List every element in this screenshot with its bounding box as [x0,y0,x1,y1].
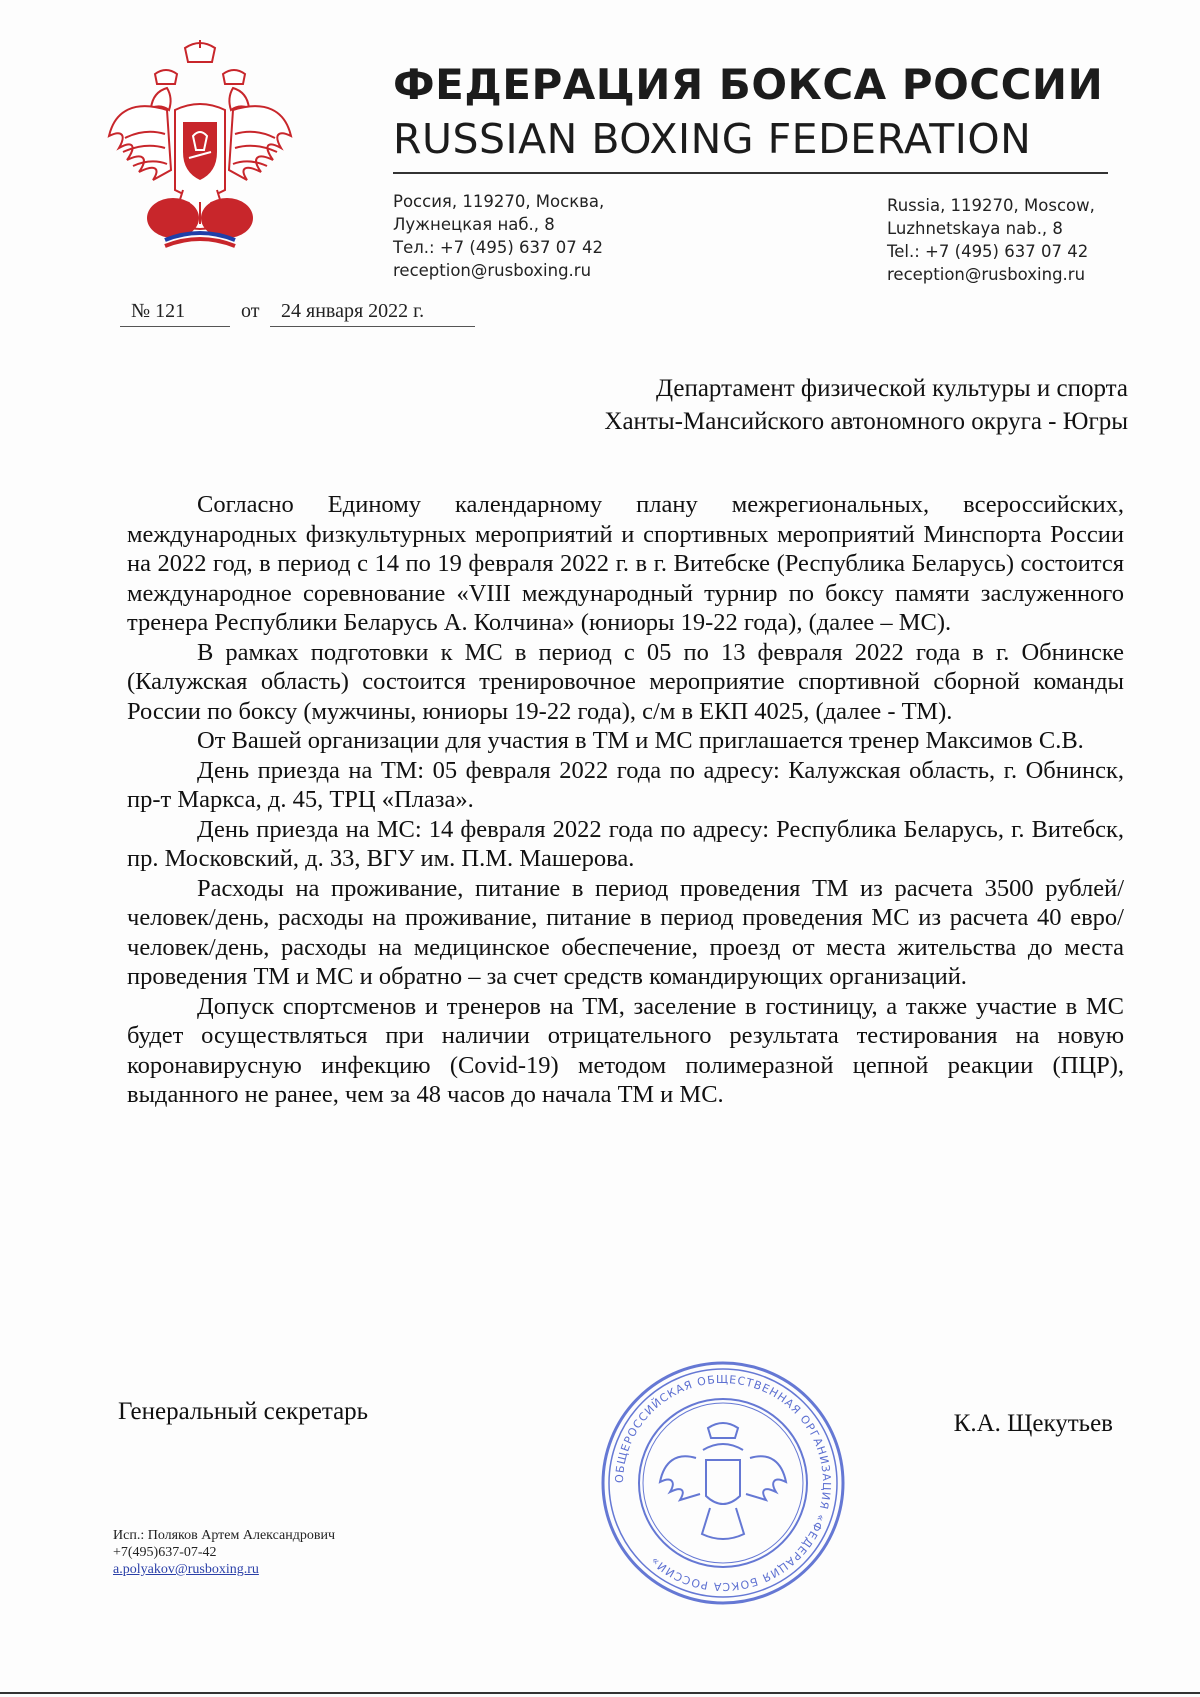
executor-email-link[interactable]: a.polyakov@rusboxing.ru [113,1562,259,1577]
document-date-underline [270,326,475,327]
date-prefix: от [241,300,260,322]
letterhead-title-ru: ФЕДЕРАЦИЯ БОКСА РОССИИ [393,60,1104,109]
recipient-block [604,372,1128,438]
body-paragraph: Расходы на проживание, питание в период проведения ТМ из расчета 3500 рублей/человек/день, расходы на проживание, питание в период проведения МС из расчета 40 евро/человек/день, расходы на медицинское обеспечение, проезд от места жительства до места проведения ТМ и МС и обратно – за счет средств командирующих организаций. [127,874,1124,990]
body-paragraph: День приезда на МС: 14 февраля 2022 года по адресу: Республика Беларусь, г. Витебск, пр. Московский, д. 33, ВГУ им. П.М. Машерова. [127,815,1124,872]
address-en-email: reception@rusboxing.ru [887,265,1086,284]
signatory-title: Генеральный секретарь [118,1398,369,1425]
document-number: № 121 [131,300,186,322]
recipient-line: Ханты-Мансийского автономного округа - Югры [604,408,1128,435]
recipient-line: Департамент физической культуры и спорта [656,375,1128,402]
address-block-ru [393,190,604,282]
address-en-line: Luzhnetskaya nab., 8 [887,219,1063,238]
executor-block [113,1527,335,1578]
letterhead-divider [393,172,1108,174]
executor-phone: +7(495)637-07-42 [113,1545,217,1560]
letterhead-title-en: RUSSIAN BOXING FEDERATION [393,115,1032,163]
address-ru-phone: Тел.: +7 (495) 637 07 42 [393,238,603,257]
letter-body [127,490,1124,1110]
page-bottom-edge [0,1692,1200,1694]
federation-emblem-icon [105,40,295,252]
address-block-en [887,194,1095,286]
body-paragraph: Допуск спортсменов и тренеров на ТМ, заселение в гостиницу, а также участие в МС будет осуществляться при наличии отрицательного результата тестирования на новую коронавирусную инфекцию (Covid-19) методом полимеразной цепной реакции (ПЦР), выданного не ранее, чем за 48 часов до начала ТМ и МС. [127,992,1124,1108]
address-ru-email: reception@rusboxing.ru [393,261,592,280]
body-paragraph: Согласно Единому календарному плану межрегиональных, всероссийских, международных физкультурных мероприятий и спортивных мероприятий Минспорта России на 2022 год, в период с 14 по 19 февраля 2022 г. в г. Витебске (Республика Беларусь) состоится международное соревнование «VIII международный турнир по боксу памяти заслуженного тренера Республики Беларусь А. Колчина» (юниоры 19-22 года), (далее – МС). [127,491,1124,636]
seal-stamp-icon [598,1358,848,1608]
stamp-outer-text: ОБЩЕРОССИЙСКАЯ ОБЩЕСТВЕННАЯ ОРГАНИЗАЦИЯ «ФЕДЕРАЦИЯ БОКСА РОССИИ» [612,1372,834,1594]
address-ru-line: Россия, 119270, Москва, [393,192,605,211]
signatory-name: К.А. Щекутьев [953,1410,1113,1437]
svg-text:ОБЩЕРОССИЙСКАЯ ОБЩЕСТВЕННАЯ ОР [613,1373,833,1593]
document-number-underline [120,326,230,327]
body-paragraph: От Вашей организации для участия в ТМ и МС приглашается тренер Максимов С.В. [197,727,1084,754]
body-paragraph: День приезда на ТМ: 05 февраля 2022 года по адресу: Калужская область, г. Обнинск, пр-т Маркса, д. 45, ТРЦ «Плаза». [127,756,1124,813]
document-date: 24 января 2022 г. [281,300,425,322]
address-en-line: Russia, 119270, Moscow, [887,196,1095,215]
body-paragraph: В рамках подготовки к МС в период с 05 по 13 февраля 2022 года в г. Обнинске (Калужская область) состоится тренировочное мероприятие спортивной сборной команды России по боксу (мужчины, юниоры 19-22 года), с/м в ЕКП 4025, (далее - ТМ). [127,638,1124,725]
address-en-phone: Tel.: +7 (495) 637 07 42 [887,242,1089,261]
address-ru-line: Лужнецкая наб., 8 [393,215,555,234]
executor-name: Исп.: Поляков Артем Александрович [113,1528,335,1543]
